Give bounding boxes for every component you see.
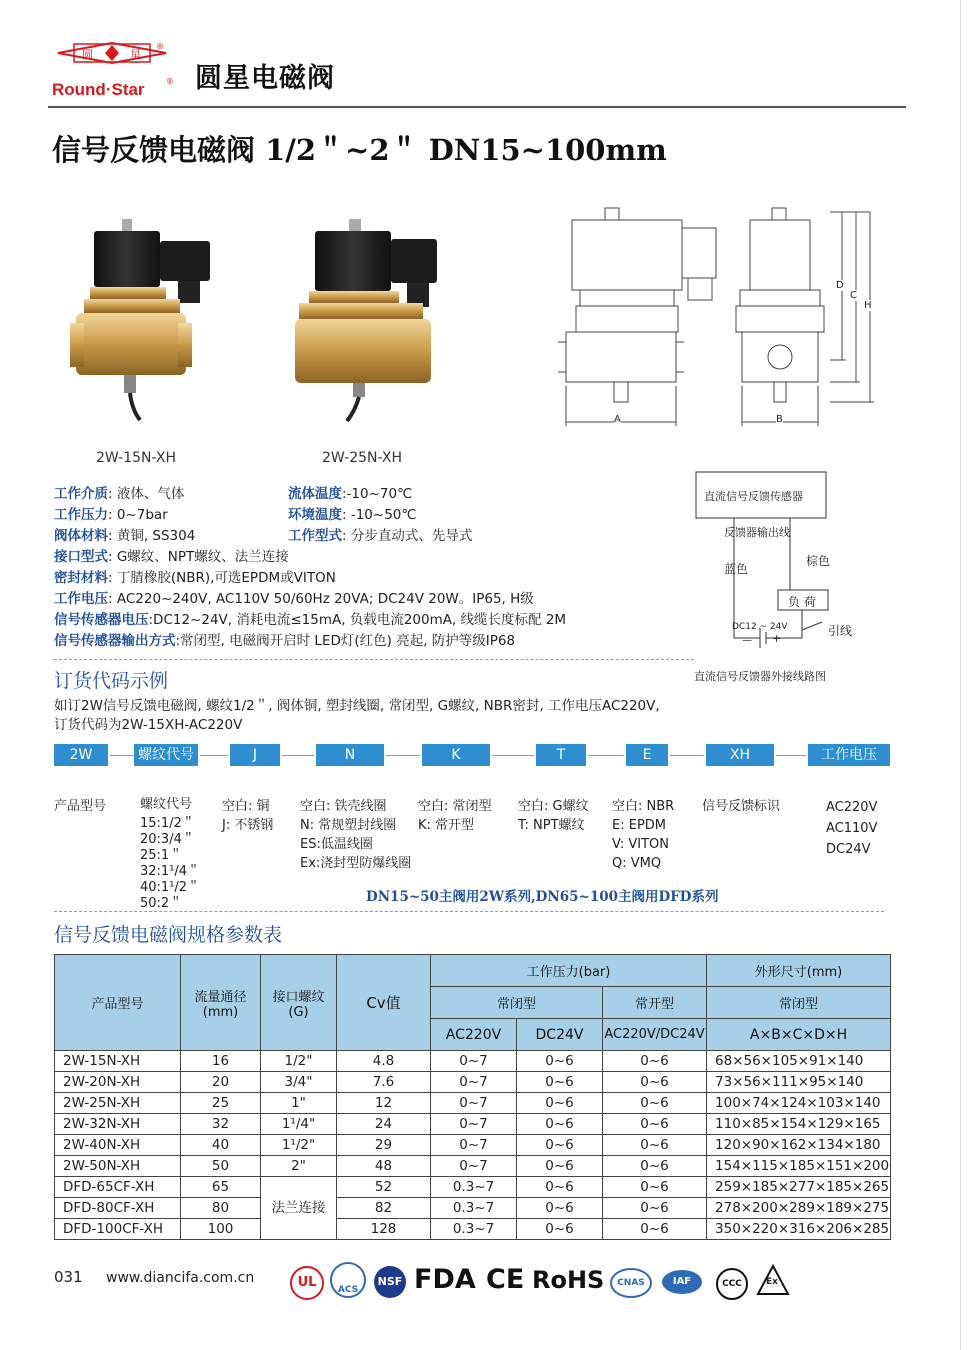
order-desc-voltage: AC220V AC110V DC24V (826, 800, 878, 857)
table-row: 2W-20N-XH 20 3/4" 7.6 0~7 0~6 0~6 73×56×111×95×140 (55, 1072, 891, 1093)
order-code-coil: N (316, 744, 384, 766)
order-code-voltage: 工作电压 (808, 744, 890, 766)
product-caption: 2W-15N-XH (96, 450, 176, 466)
website-url[interactable]: www.diancifa.com.cn (106, 1270, 255, 1286)
wiring-load-label: 负 荷 (788, 595, 816, 609)
code-dash (588, 755, 624, 756)
table-row: 2W-25N-XH 25 1" 12 0~7 0~6 0~6 100×74×124×103×140 (55, 1093, 891, 1114)
th-model: 产品型号 (55, 955, 181, 1051)
series-note: DN15~50主阀用2W系列,DN65~100主阀用DFD系列 (366, 889, 719, 905)
product-caption: 2W-25N-XH (322, 450, 402, 466)
th-nc: 常闭型 (431, 987, 603, 1019)
order-code-model: 2W (54, 744, 108, 766)
order-code-feedback: XH (706, 744, 774, 766)
order-section-title: 订货代码示例 (54, 670, 169, 692)
code-dash (492, 755, 534, 756)
ce-logo: CE (486, 1264, 525, 1295)
th-cv: Cv值 (337, 955, 431, 1051)
ex-logo: Ex (756, 1264, 790, 1296)
table-row: 2W-50N-XH 50 2" 48 0~7 0~6 0~6 154×115×185×151×200 (55, 1156, 891, 1177)
ccc-logo: CCC (716, 1268, 748, 1300)
dim-label-d: D (836, 280, 844, 291)
spec-item: 信号传感器输出方式:常闭型, 电磁阀开启时 LED灯(红色) 亮起, 防护等级IP68 (54, 633, 516, 649)
wiring-output-label: 反馈器输出线 (724, 526, 790, 539)
spec-table (54, 954, 891, 1240)
order-desc-coil: 空白: 铁壳线圈 N: 常规塑封线圈 ES:低温线圈 Ex:浇封型防爆线圈 (300, 799, 412, 871)
svg-text:®: ® (166, 77, 174, 86)
nsf-logo: NSF (374, 1266, 406, 1298)
table-row: DFD-65CF-XH 65 法兰连接 52 0.3~7 0~6 0~6 259×185×277×185×265 (55, 1177, 891, 1198)
cnas-logo: CNAS (610, 1268, 652, 1298)
order-desc-thread: 螺纹代号 15:1/2＂ 20:3/4＂ 25:1＂ 32:1¹/4＂ 40:1¹/2＂ 50:2＂ (140, 797, 201, 911)
spec-item: 环境温度: -10~50℃ (288, 507, 417, 523)
spec-list-right (288, 484, 472, 547)
th-dim-nc: 常闭型 (707, 987, 891, 1019)
flange-cell: 法兰连接 (261, 1177, 337, 1240)
brand-name: 圆星电磁阀 (195, 63, 335, 94)
wiring-lead-label: 引线 (828, 624, 853, 638)
code-dash (670, 755, 704, 756)
table-row: 2W-32N-XH 32 1¹/4" 24 0~7 0~6 0~6 110×85×154×129×165 (55, 1114, 891, 1135)
spec-item: 阀体材料: 黄铜, SS304 (54, 528, 196, 544)
wiring-brown-label: 棕色 (806, 554, 831, 568)
wiring-blue-label: 蓝色 (724, 562, 749, 576)
dim-label-c: C (850, 290, 857, 301)
spec-item: 工作型式: 分步直动式、先导式 (288, 528, 473, 544)
table-row: DFD-80CF-XH 80 82 0.3~7 0~6 0~6 278×200×289×189×275 (55, 1198, 891, 1219)
rohs-logo: RoHS (532, 1266, 605, 1294)
page-edge-line (960, 0, 961, 1350)
divider (54, 659, 694, 660)
order-desc-type: 空白: 常闭型 K: 常开型 (418, 799, 492, 833)
fda-logo: FDA (414, 1264, 476, 1295)
code-dash (282, 755, 314, 756)
page-number: 031 (54, 1268, 83, 1286)
order-code-port: T (536, 744, 586, 766)
dim-label-a: A (614, 414, 621, 425)
th-port: 接口螺纹 (G) (261, 955, 337, 1051)
table-row: 2W-15N-XH 16 1/2" 4.8 0~7 0~6 0~6 68×56×105×91×140 (55, 1051, 891, 1072)
th-acdc: AC220V/DC24V (603, 1019, 707, 1051)
svg-text:®: ® (156, 42, 164, 51)
th-dc: DC24V (517, 1019, 603, 1051)
spec-item: 工作电压: AC220~240V, AC110V 50/60Hz 20VA; DC24V 20W。IP65, H级 (54, 591, 534, 607)
svg-text:圆: 圆 (82, 48, 93, 61)
order-desc-seal: 空白: NBR E: EPDM V: VITON Q: VMQ (612, 799, 675, 871)
spec-item: 密封材料: 丁腈橡胶(NBR),可选EPDM或VITON (54, 570, 336, 586)
order-desc-port: 空白: G螺纹 T: NPT螺纹 (518, 799, 589, 833)
code-dash (200, 755, 228, 756)
wiring-caption: 直流信号反馈器外接线路图 (694, 670, 826, 683)
brand-logo (48, 40, 176, 102)
header-rule (48, 106, 906, 108)
code-dash (110, 755, 134, 756)
spec-item: 信号传感器电压:DC12~24V, 消耗电流≤15mA, 负载电流200mA, 线缆长度标配 2M (54, 612, 567, 628)
spec-item: 流体温度:-10~70℃ (288, 486, 413, 502)
th-dimensions: 外形尺寸(mm) (707, 955, 891, 987)
dim-label-h: H (864, 300, 872, 311)
page-title: 信号反馈电磁阀 1/2＂~2＂ DN15~100mm (52, 133, 667, 167)
wiring-sensor-label: 直流信号反馈传感器 (704, 490, 803, 503)
spec-item: 接口型式: G螺纹、NPT螺纹、法兰连接 (54, 549, 289, 565)
svg-text:Round·Star: Round·Star (52, 80, 145, 99)
ul-logo: UL (290, 1266, 324, 1300)
dimension-drawing (550, 200, 890, 432)
code-dash (386, 755, 420, 756)
wiring-diagram (694, 470, 874, 666)
order-desc-model: 产品型号 (54, 799, 107, 814)
wiring-minus-label: — (742, 635, 752, 646)
acs-logo: ACS (330, 1262, 366, 1298)
order-desc-feedback: 信号反馈标识 (702, 799, 781, 814)
wiring-plus-label: + (772, 632, 782, 645)
wiring-dc-label: DC12 ~ 24V (732, 622, 788, 632)
iaf-logo: IAF (662, 1270, 702, 1294)
order-example-line1: 如订2W信号反馈电磁阀, 螺纹1/2＂, 阀体铜, 塑封线圈, 常闭型, G螺纹, NBR密封, 工作电压AC220V, (54, 698, 660, 714)
order-code-body: J (230, 744, 280, 766)
product-image-2w-15n-xh (70, 215, 230, 425)
th-pressure: 工作压力(bar) (431, 955, 707, 987)
product-image-2w-25n-xh (295, 215, 455, 425)
th-ac: AC220V (431, 1019, 517, 1051)
th-dims: A×B×C×D×H (707, 1019, 891, 1051)
spec-item: 工作压力: 0~7bar (54, 507, 168, 523)
code-dash (776, 755, 806, 756)
th-flow: 流量通径 (mm) (181, 955, 261, 1051)
dim-label-b: B (776, 414, 783, 425)
order-code-type: K (422, 744, 490, 766)
table-row: 2W-40N-XH 40 1¹/2" 29 0~7 0~6 0~6 120×90×162×134×180 (55, 1135, 891, 1156)
table-row: DFD-100CF-XH 100 128 0.3~7 0~6 0~6 350×220×316×206×285 (55, 1219, 891, 1240)
divider (54, 911, 884, 912)
order-example-line2: 订货代码为2W-15XH-AC220V (54, 717, 243, 733)
order-desc-body: 空白: 铜 J: 不锈钢 (222, 799, 274, 833)
table-section-title: 信号反馈电磁阀规格参数表 (54, 924, 283, 946)
order-code-thread: 螺纹代号 (134, 744, 198, 766)
order-code-seal: E (626, 744, 668, 766)
th-no: 常开型 (603, 987, 707, 1019)
spec-item: 工作介质: 液体、气体 (54, 486, 185, 502)
svg-text:星: 星 (130, 48, 141, 61)
